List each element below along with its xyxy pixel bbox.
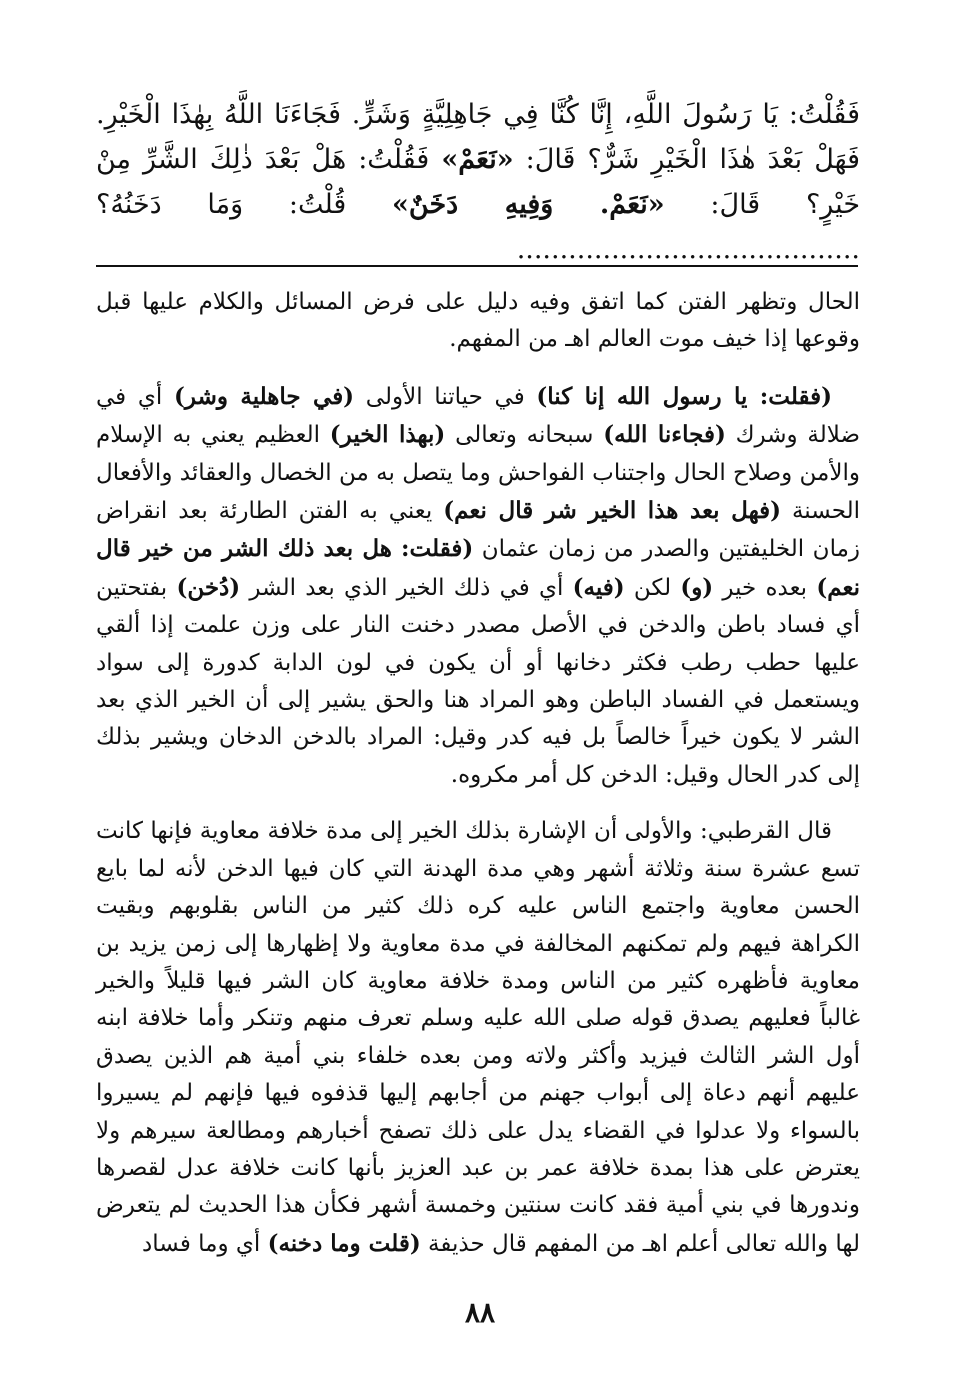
commentary-block: [96, 284, 860, 1263]
hadith-ellipsis-dots: ........................................: [516, 234, 860, 265]
commentary-paragraph-2: [96, 378, 860, 794]
hadith-answer-yes: «نَعَمْ»: [441, 144, 514, 175]
commentary-paragraph-1: الحال وتظهر الفتن كما اتفق وفيه دليل على فرض المسائل والكلام عليها قبل وقوعها إذا خيف موت العالم اهـ من المفهم.: [96, 289, 860, 353]
matn-quote: (فقلت: يا رسول الله إنا كنا): [536, 382, 832, 410]
commentary-text: أي وما فساد: [142, 1230, 268, 1257]
hadith-text: [96, 92, 860, 272]
commentary-text: العظيم يعني به الإسلام والأمن وصلاح الحال واجتناب الفواحش وما يتصل به من الخصال والعقائد والأفعال الحسنة: [96, 422, 860, 525]
matn-quote: (فجاءنا الله): [603, 421, 726, 449]
commentary-text: بفتحتين أي فساد باطن والدخن في الأصل مصدر دخنت النار على وزن علمت إذا ألقي عليها حطب رطب فكثر دخانها أو أن يكون في لون الدابة كدورة إلى سواد ويستعمل في الفساد الباطن وهو المراد هنا والحق يشير إلى أن الخير الذي بعد الشر لا يكون خيراً خالصاً بل فيه كدر وقيل: المراد بالدخن الدخان ويشير بذلك إلى كدر الحال وقيل: الدخن كل أمر مكروه.: [96, 574, 860, 788]
matn-quote: (دُخن): [176, 573, 241, 601]
commentary-text: في حياتنا الأولى: [354, 383, 537, 410]
matn-quote: (فيه): [572, 573, 625, 601]
hadith-line-c: قُلْتُ: وَمَا دَخَنُهُ؟: [96, 189, 393, 220]
matn-quote: (فقلت: هل بعد ذلك الشر من خير قال نعم): [96, 535, 860, 601]
commentary-paragraph-3: [96, 813, 860, 1263]
commentary-text: قال القرطبي: والأولى أن الإشارة بذلك الخير إلى مدة خلافة معاوية فإنها كانت تسع عشرة سنة وثلاثة أشهر وهي مدة الهدنة التي كان فيها الدخن لأنه لما بايع الحسن معاوية واجتمع الناس عليه كره ذلك كثير من الناس بقلوبهم وبقيت الكراهة فيهم ولم تمكنهم المخالفة في مدة معاوية ولا إظهارها إلى زمن يزيد بن معاوية فأظهره كثير من الناس ومدة خلافة معاوية كان الشر فيها قليلاً والخير غالباً فعليهم يصدق قوله صلى الله عليه وسلم تعرف منهم وتنكر وأما خلافة ابنه أول الشر الثالث فيزيد وأكثر ولاته ومن بعده خلفاء بني أمية هم الذين يصدق عليهم أنهم دعاة إلى أبواب جهنم من أجابهم إليها قذفوه فيها فإنهم لم يسيروا بالسواء ولا عدلوا في القضاء يدل على ذلك تصفح أخبارهم ومطالعة سيرهم ولا يعترض على هذا بمدة خلافة عمر بن عبد العزيز بأنها كانت خلافة عدل لقصرها وندورها في بني أمية فقد كانت سنتين وخمسة أشهر فكأن هذا الحديث لم يتعرض لها والله تعالى أعلم اهـ من المفهم قال حذيفة: [96, 818, 860, 1257]
separator-rule: [96, 265, 858, 267]
commentary-text: لكن: [624, 574, 681, 601]
hadith-answer-yes-dakhan: «نَعَمْ. وَفِيهِ دَخَنٌ»: [392, 189, 665, 220]
matn-quote: (بهذا الخير): [329, 421, 446, 449]
hadith-line-b: فَقُلْتُ: هَلْ بَعْدَ ذٰلِكَ الشَّرِّ مِنْ خَيْرٍ؟ قَالَ:: [96, 144, 861, 220]
commentary-text: أي في ضلالة وشرك: [96, 383, 860, 449]
hadith-block: [96, 92, 860, 272]
matn-quote: (في جاهلية وشر): [174, 382, 355, 410]
matn-quote: (قلت وما دخنه): [267, 1229, 421, 1257]
commentary-text: يعني به الفتن الطارئة بعد انقراض زمان الخليفتين والصدر من زمان عثمان: [96, 498, 860, 563]
hadith-line-a: فَقُلْتُ: يَا رَسُولَ اللَّهِ، إِنَّا كُنَّا فِي جَاهِلِيَّةٍ وَشَرٍّ. فَجَاءَنَا اللَّهُ بِهٰذَا الْخَيْرِ. فَهَلْ بَعْدَ هٰذَا الْخَيْرِ شَرٌّ؟ قَالَ:: [96, 99, 860, 175]
commentary-text: سبحانه وتعالى: [445, 422, 604, 449]
matn-quote: (و): [680, 573, 714, 601]
matn-quote: (فهل بعد هذا الخير شر قال نعم): [443, 497, 782, 525]
commentary-text: أي في ذلك الخير الذي بعد الشر: [240, 574, 573, 601]
page-number: ٨٨: [464, 1296, 496, 1329]
commentary-text: بعده خير: [713, 574, 817, 601]
